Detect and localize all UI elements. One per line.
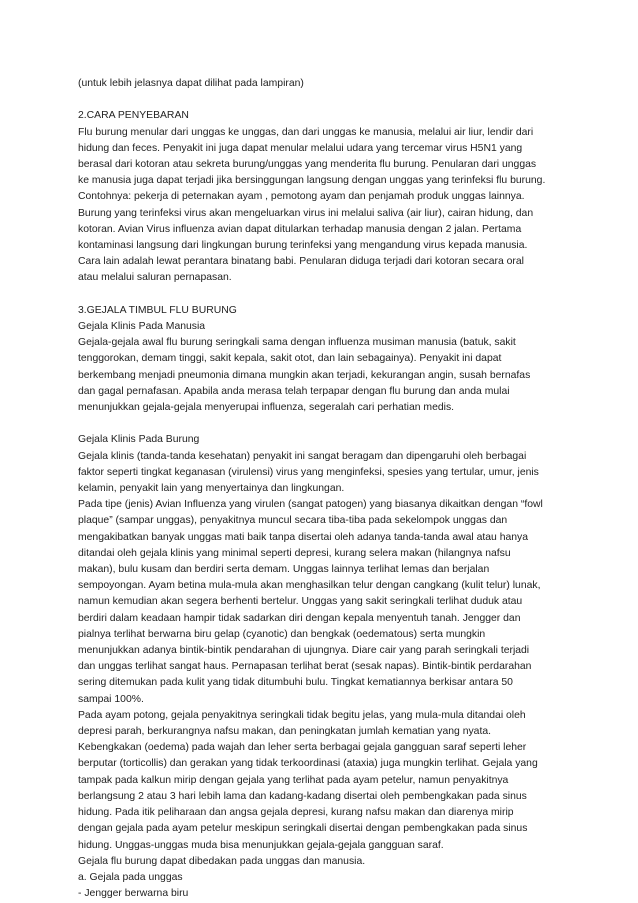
manusia-subheading: Gejala Klinis Pada Manusia bbox=[78, 321, 206, 333]
paragraph-gap bbox=[78, 416, 558, 432]
manusia-body: Gejala-gejala awal flu burung seringkali sama dengan influenza musiman manusia (batuk, sakit tenggorokan, demam tinggi, sakit kepala, sakit otot, dan lain sebagainya). Penyakit ini dapat berkembang menjadi pneumonia dimana mungkin akan terjadi, kekurangan angin, susah bernafas dan gagal pernafasan. Apabila anda merasa telah terpapar dengan flu burung dan anda mulai menunjukkan gejala-gejala menyerupai influenza, segeralah cari perhatian medis. bbox=[78, 337, 531, 414]
section-2-body: Flu burung menular dari unggas ke unggas, dan dari unggas ke manusia, melalui air liur, lendir dari hidung dan feces. Penyakit ini juga dapat menular melalui udara yang tercemar virus H5N1 yang berasal dari kotoran atau sekreta burung/unggas yang menderita flu burung. Penularan dari unggas ke manusia juga dapat terjadi jika bersinggungan langsung dengan unggas yang terinfeksi flu burung. Contohnya: pekerja di peternakan ayam , pemotong ayam dan penjamah produk unggas lainnya. Burung yang terinfeksi virus akan mengeluarkan virus ini melalui saliva (air liur), cairan hidung, dan kotoran. Avian Virus influenza avian dapat ditularkan terhadap manusia dengan 2 jalan. Pertama kontaminasi langsung dari lingkungan burung terinfeksi yang mengandung virus kepada manusia. Cara lain adalah lewat perantara binatang babi. Penularan diduga terjadi dari kotoran secara oral atau melalui saluran pernapasan. bbox=[78, 126, 546, 284]
section-3-heading: 3.GEJALA TIMBUL FLU BURUNG bbox=[78, 304, 237, 316]
paragraph-gap bbox=[78, 92, 558, 108]
burung-subheading: Gejala Klinis Pada Burung bbox=[78, 434, 200, 446]
document-page bbox=[78, 76, 558, 902]
note-text: (untuk lebih jelasnya dapat dilihat pada lampiran) bbox=[78, 78, 304, 89]
paragraph-gap bbox=[78, 287, 558, 303]
burung-body: Gejala klinis (tanda-tanda kesehatan) penyakit ini sangat beragam dan dipengaruhi oleh berbagai faktor seperti tingkat keganasan (virulensi) virus yang menginfeksi, spesies yang tertular, umur, jenis kelamin, penyakit lain yang menyertainya dan lingkungan. Pada tipe (jenis) Avian Influenza yang virulen (sangat patogen) yang biasanya dikaitkan dengan “fowl plaque” (sampar unggas), penyakitnya muncul secara tiba-tiba pada sekelompok unggas dan mengakibatkan banyak unggas mati baik tanpa disertai oleh adanya tanda-tanda awal atau hanya ditandai oleh gejala klinis yang minimal seperti depresi, kurang selera makan (hilangnya nafsu makan), bulu kusam dan berdiri serta demam. Unggas lainnya terlihat lemas dan berjalan sempoyongan. Ayam betina mula-mula akan menghasilkan telur dengan cangkang (kulit telur) lunak, namun kemudian akan segera berhenti bertelur. Unggas yang sakit seringkali terlihat duduk atau berdiri dalam keadaan hampir tidak sadarkan diri dengan kepala menyentuh tanah. Jengger dan pialnya terlihat berwarna biru gelap (cyanotic) dan bengkak (oedematous) serta mungkin menunjukkan adanya bintik-bintik pendarahan di ujungnya. Diare cair yang parah seringkali terjadi dan unggas terlihat sangat haus. Pernapasan terlihat berat (sesak napas). Bintik-bintik perdarahan sering ditemukan pada kulit yang tidak ditumbuhi bulu. Tingkat kematiannya berkisar antara 50 sampai 100%. Pada ayam potong, gejala penyakitnya seringkali tidak begitu jelas, yang mula-mula ditandai oleh depresi parah, berkurangnya nafsu makan, dan peningkatan jumlah kematian yang nyata. Kebengkakan (oedema) pada wajah dan leher serta berbagai gejala gangguan saraf seperti leher berputar (torticollis) dan gerakan yang tidak terkoordinasi (ataxia) juga mungkin terlihat. Gejala yang tampak pada kalkun mirip dengan gejala yang terlihat pada ayam petelur, namun penyakitnya berlangsung 2 atau 3 hari lebih lama dan kadang-kadang disertai oleh pembengkakan pada sinus hidung. Pada itik peliharaan dan angsa gejala depresi, kurang nafsu makan dan diarenya mirip dengan gejala pada ayam petelur meskipun seringkali disertai dengan pembengkakan pada sinus hidung. Unggas-unggas muda bisa menunjukkan gejala-gejala gangguan saraf. Gejala flu burung dapat dibedakan pada unggas dan manusia. a. Gejala pada unggas - Jengger berwarna biru bbox=[78, 450, 543, 900]
section-2-heading: 2.CARA PENYEBARAN bbox=[78, 110, 189, 122]
